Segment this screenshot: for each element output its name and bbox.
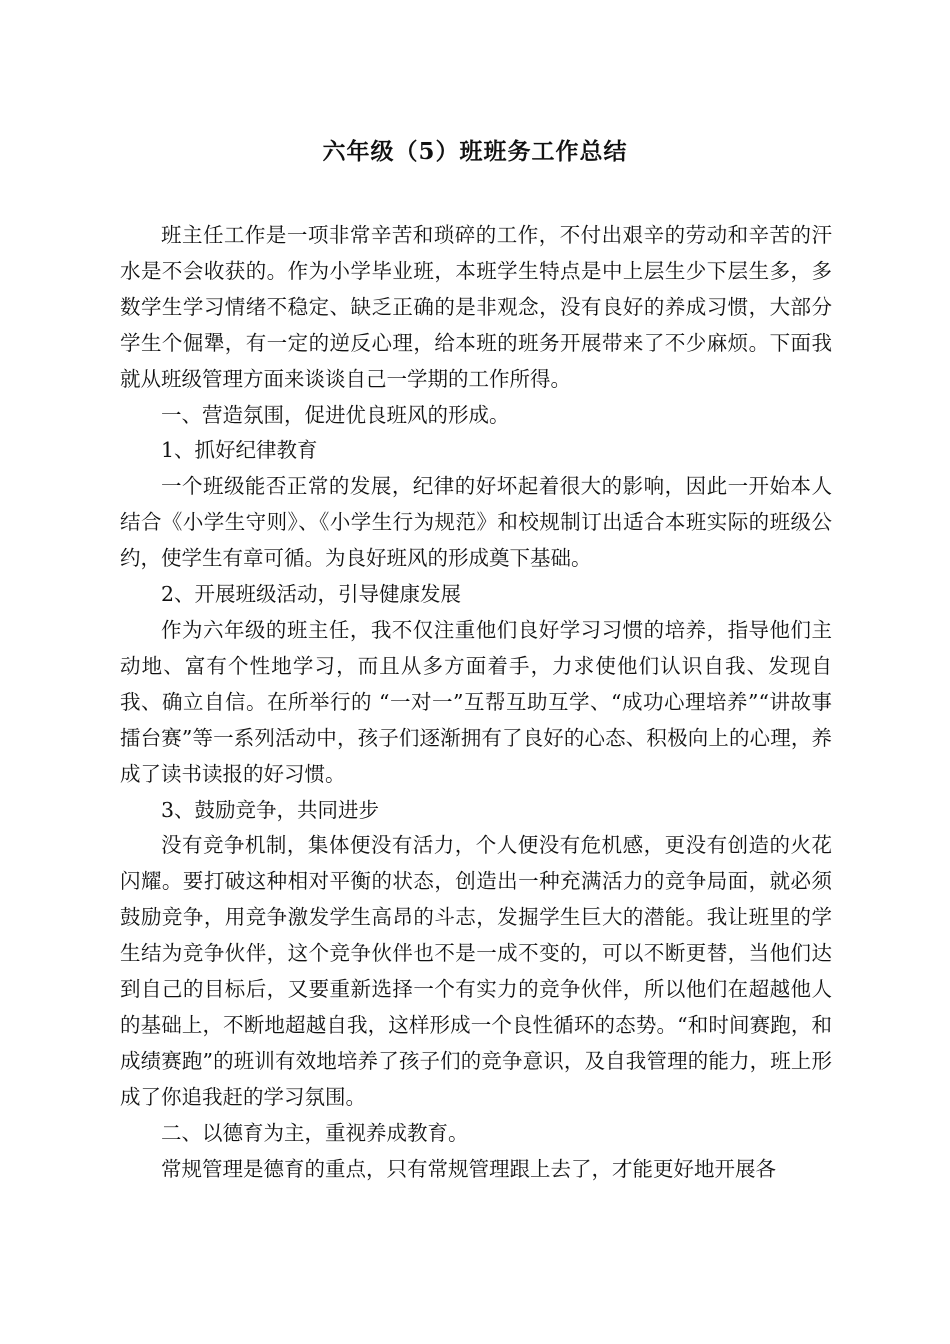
paragraph-discipline: 一个班级能否正常的发展，纪律的好坏起着很大的影响，因此一开始本人结合《小学生守则》、《小学生行为规范》和校规制订出适合本班实际的班级公约，使学生有章可循。为良好班风的形成奠下基础。	[120, 474, 832, 571]
document-title: 六年级（5）班班务工作总结	[322, 138, 628, 165]
subheading-1-3: 3、鼓励竞争，共同进步	[161, 797, 380, 822]
subheading-1-2: 2、开展班级活动，引导健康发展	[161, 582, 462, 607]
section-heading-2: 二、以德育为主，重视养成教育。	[161, 1120, 469, 1145]
paragraph-competition: 没有竞争机制，集体便没有活力，个人便没有危机感，更没有创造的火花闪耀。要打破这种相对平衡的状态，创造出一种充满活力的竞争局面，就必须鼓励竞争，用竞争激发学生高昂的斗志，发掘学生巨大的潜能。我让班里的学生结为竞争伙伴，这个竞争伙伴也不是一成不变的，可以不断更替，当他们达到自己的目标后，又要重新选择一个有实力的竞争伙伴，所以他们在超越他人的基础上，不断地超越自我，这样形成一个良性循环的态势。“和时间赛跑，和成绩赛跑”的班训有效地培养了孩子们的竞争意识，及自我管理的能力，班上形成了你追我赶的学习氛围。	[120, 833, 832, 1109]
document-body	[120, 218, 832, 1187]
section-heading-1: 一、营造氛围，促进优良班风的形成。	[161, 402, 510, 427]
paragraph-activities: 作为六年级的班主任，我不仅注重他们良好学习习惯的培养，指导他们主动地、富有个性地学习，而且从多方面着手，力求使他们认识自我、发现自我、确立自信。在所举行的 “一对一”互帮互助互学、“成功心理培养”“讲故事擂台赛”等一系列活动中，孩子们逐渐拥有了良好的心态、积极向上的心理，养成了读书读报的好习惯。	[120, 617, 832, 786]
subheading-1-1: 1、抓好纪律教育	[161, 438, 318, 463]
paragraph-routine: 常规管理是德育的重点，只有常规管理跟上去了，才能更好地开展各	[161, 1156, 776, 1181]
paragraph-intro: 班主任工作是一项非常辛苦和琐碎的工作，不付出艰辛的劳动和辛苦的汗水是不会收获的。作为小学毕业班，本班学生特点是中上层生少下层生多，多数学生学习情绪不稳定、缺乏正确的是非观念，没有良好的养成习惯，大部分学生个倔犟，有一定的逆反心理，给本班的班务开展带来了不少麻烦。下面我就从班级管理方面来谈谈自己一学期的工作所得。	[120, 223, 832, 391]
